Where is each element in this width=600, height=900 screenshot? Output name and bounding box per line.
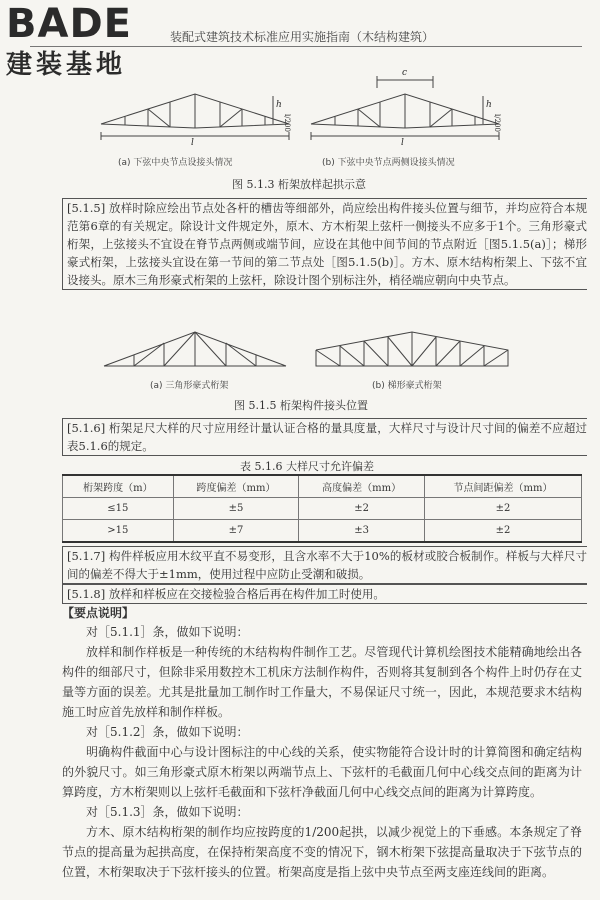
table-header-row	[63, 475, 582, 498]
truss-diagram-a	[95, 88, 295, 150]
truss-diagram-b	[305, 68, 505, 150]
note-5-1-3-intro: 对［5.1.3］条，做如下说明：	[86, 805, 249, 819]
table-cell: ±2	[424, 498, 581, 520]
clause-5-1-5: [5.1.5] 放样时除应绘出节点处各杆的槽齿等细部外，尚应绘出构件接头位置与细节，并均应符合本规范第6章的有关规定。除设计文件规定外，原木、方木桁架上弦杆一侧接头不应多于1个。三角形豪式桁架，上弦接头不宜设在脊节点两侧或端节间，应设在其他中间节间的节点附近［图5.1.5(a)］；梯形豪式桁架，上弦接头宜设在第一节间的第二节点处［图5.1.5(b)］。方木、原木结构桁架上、下弦不宜设接头。原木三角形豪式桁架的上弦杆，除设计图个别标注外，梢径端应朝向中央节点。	[62, 198, 587, 290]
figure-5-1-3a	[95, 88, 295, 150]
note-5-1-1-text: 放样和制作样板是一种传统的木结构构件制作工艺。尽管现代计算机绘图技术能精确地绘出各构件的细部尺寸，但除非采用数控木工机床方法制作构件，否则将其复制到各个构件上时仍存在丈量等方面的误差。尤其是批量加工制作时工作量大，不易保证尺寸统一，因此，本规范要求木结构施工时应首先放样和制作样板。	[62, 645, 582, 719]
triangular-truss-diagram	[100, 326, 290, 372]
figure-5-1-5a	[100, 326, 290, 372]
clause-5-1-8: [5.1.8] 放样和样板应在交接检验合格后再在构件加工时使用。	[62, 584, 587, 604]
note-5-1-3-text: 方木、原木结构桁架的制作均应按跨度的1/200起拱，以减少视觉上的下垂感。本条规定了脊节点的提高量为起拱高度，在保持桁架高度不变的情况下，钢木桁架下弦提高量取决于下弦节点的位置，木桁架取决于下弦杆接头的位置。桁架高度是指上弦中央节点至两支座连线间的距离。	[62, 825, 582, 879]
label-h: h	[486, 100, 492, 110]
clause-5-1-6: [5.1.6] 桁架足尺大样的尺寸应用经计量认证合格的量具度量，大样尺寸与设计尺寸间的偏差不应超过表5.1.6的规定。	[62, 418, 587, 456]
figure-5-1-3b	[305, 68, 505, 150]
figure-5-1-5b	[312, 326, 512, 372]
table-cell: >15	[63, 520, 174, 543]
label-l: l	[401, 138, 404, 148]
label-rise: l/200	[283, 114, 291, 132]
logo-subtitle: 建装基地	[6, 50, 127, 80]
table-cell: ±2	[299, 498, 425, 520]
note-5-1-2-intro: 对［5.1.2］条，做如下说明：	[86, 725, 249, 739]
figure-5-1-3a-caption: (a) 下弦中央节点设接头情况	[118, 158, 233, 168]
running-header-title: 装配式建筑技术标准应用实施指南（木结构建筑）	[170, 30, 435, 44]
figure-5-1-3-title: 图 5.1.3 桁架放样起拱示意	[232, 178, 366, 191]
table-cell: ±5	[173, 498, 299, 520]
label-c: c	[402, 68, 408, 78]
figure-5-1-5b-caption: (b) 梯形豪式桁架	[372, 381, 442, 391]
trapezoidal-truss-diagram	[312, 326, 512, 372]
table-cell: ±7	[173, 520, 299, 543]
figure-5-1-5a-caption: (a) 三角形豪式桁架	[150, 381, 229, 391]
note-5-1-1-intro: 对［5.1.1］条，做如下说明：	[86, 625, 249, 639]
header-divider	[30, 46, 582, 47]
figure-5-1-5-title: 图 5.1.5 桁架构件接头位置	[234, 399, 368, 412]
table-row	[63, 520, 582, 543]
label-l: l	[191, 138, 194, 148]
table-cell: ±2	[424, 520, 581, 543]
label-h: h	[276, 100, 282, 110]
table-header: 跨度偏差（mm）	[173, 475, 299, 498]
logo-wordmark: BADE	[6, 1, 132, 47]
notes-heading: 【要点说明】	[62, 606, 135, 620]
clause-5-1-7: [5.1.7] 构件样板应用木纹平直不易变形，且含水率不大于10%的板材或胶合板制作。样板与大样尺寸间的偏差不得大于±1mm，使用过程中应防止受潮和破损。	[62, 546, 587, 584]
figure-5-1-3b-caption: (b) 下弦中央节点两侧设接头情况	[322, 158, 455, 168]
table-header: 桁架跨度（m）	[63, 475, 174, 498]
table-5-1-6	[62, 474, 582, 543]
note-5-1-2-text: 明确构件截面中心与设计图标注的中心线的关系，使实物能符合设计时的计算简图和确定结构的外貌尺寸。如三角形豪式原木桁架以两端节点上、下弦杆的毛截面几何中心线交点间的距离为计算跨度，方木桁架则以上弦杆毛截面和下弦杆净截面几何中心线交点间的距离为计算跨度。	[62, 745, 582, 799]
table-cell: ±3	[299, 520, 425, 543]
running-header	[38, 28, 434, 45]
label-rise: l/200	[493, 114, 501, 132]
table-cell: ≤15	[63, 498, 174, 520]
table-header: 节点间距偏差（mm）	[424, 475, 581, 498]
table-row	[63, 498, 582, 520]
table-5-1-6-title: 表 5.1.6 大样尺寸允许偏差	[240, 460, 374, 473]
table-header: 高度偏差（mm）	[299, 475, 425, 498]
